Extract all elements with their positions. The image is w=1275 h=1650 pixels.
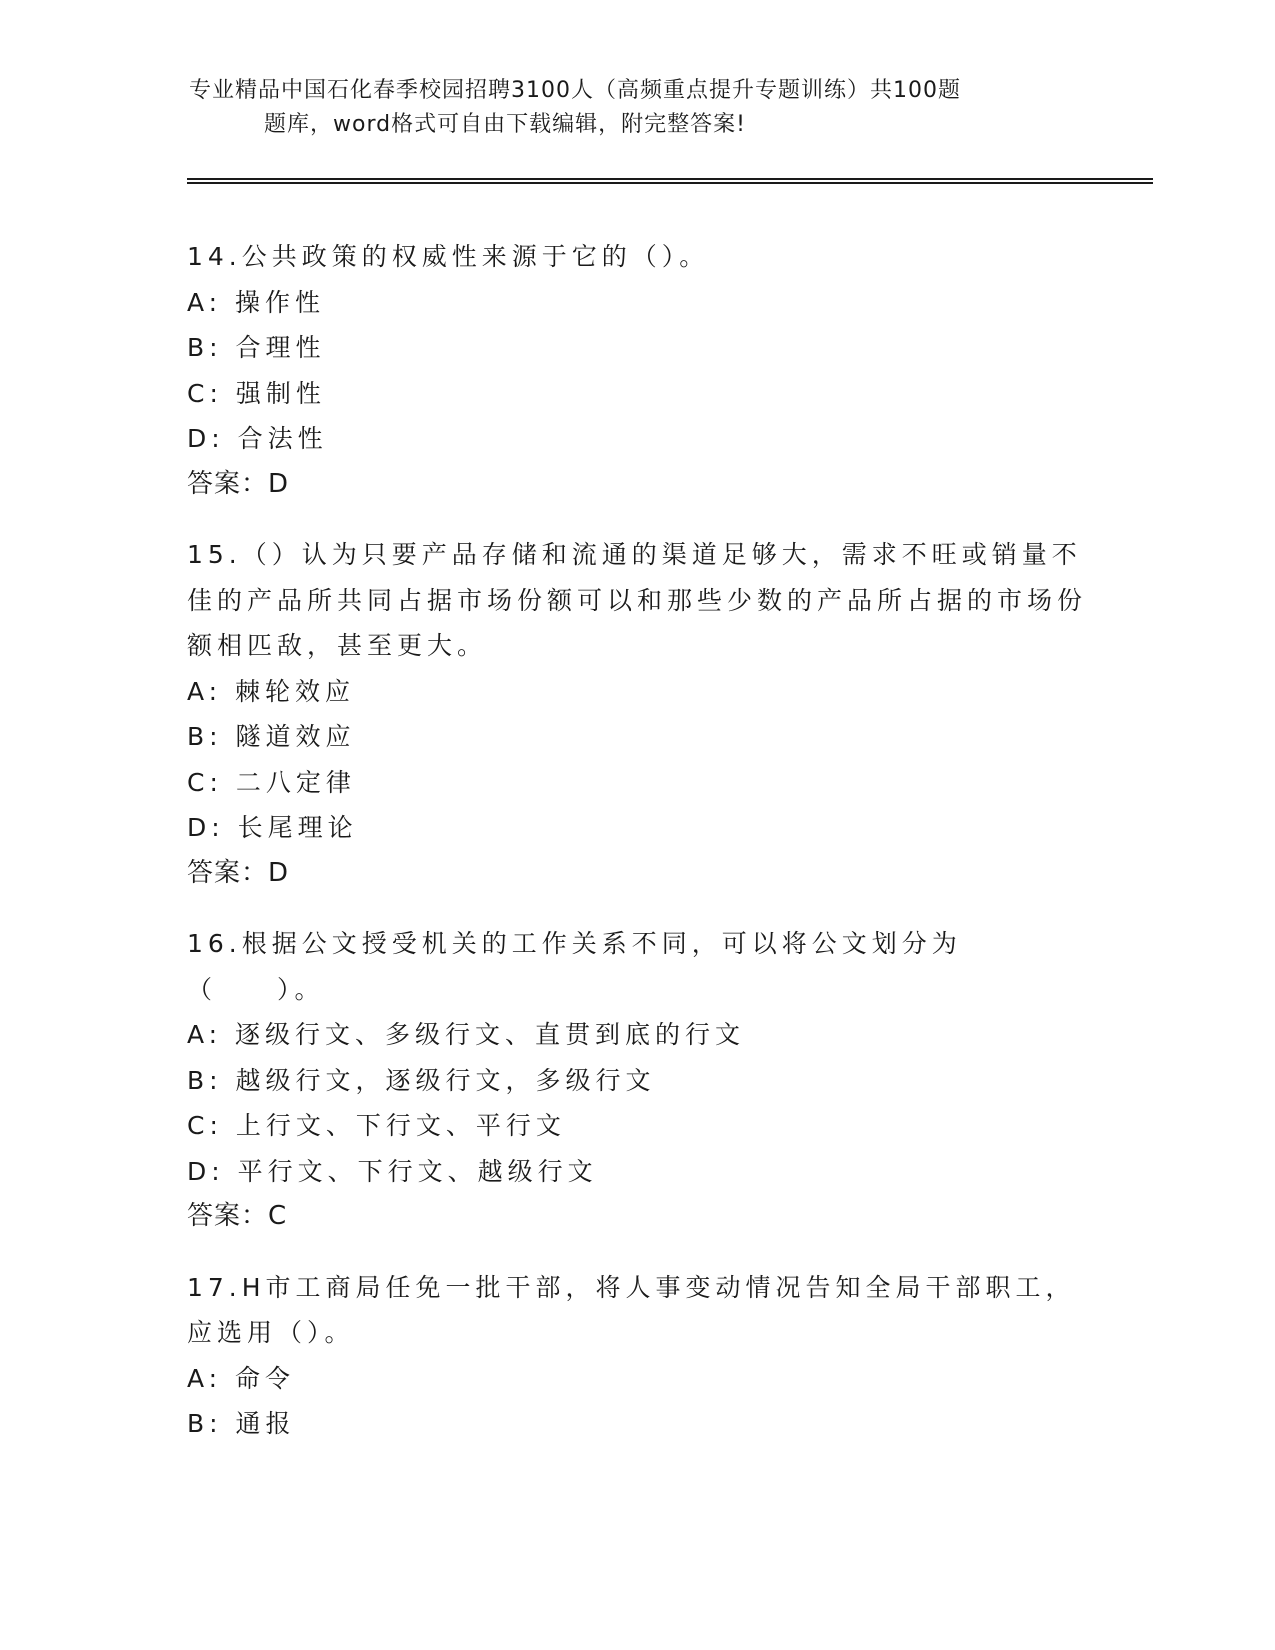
question-15 [187, 532, 1087, 896]
question-stem: 14.公共政策的权威性来源于它的（）。 [187, 242, 710, 271]
option-c: C: 强制性 [187, 378, 326, 408]
option-a: A: 棘轮效应 [187, 676, 356, 706]
question-17 [187, 1265, 1087, 1447]
option-d: D: 平行文、下行文、越级行文 [187, 1156, 598, 1186]
option-c: C: 二八定律 [187, 767, 356, 797]
option-b: B: 通报 [187, 1409, 296, 1438]
question-16 [187, 921, 1087, 1240]
option-a: A: 逐级行文、多级行文、直贯到底的行文 [187, 1020, 746, 1049]
answer: 答案：C [187, 1201, 288, 1231]
option-b: B: 越级行文，逐级行文，多级行文 [187, 1065, 656, 1095]
question-stem: 15.（）认为只要产品存储和流通的渠道足够大，需求不旺或销量不佳的产品所共同占据市场份额可以和那些少数的产品所占据的市场份额相匹敌，甚至更大。 [187, 540, 1088, 660]
answer: 答案：D [187, 468, 290, 499]
question-stem: 17.H市工商局任免一批干部，将人事变动情况告知全局干部职工，应选用（）。 [187, 1272, 1076, 1347]
document-title-line-2: 题库，word格式可自由下载编辑，附完整答案! [264, 112, 746, 137]
document-title [189, 74, 1089, 142]
option-d: D: 长尾理论 [187, 813, 358, 842]
question-14 [187, 234, 1087, 507]
header-double-rule [187, 178, 1153, 184]
option-b: B: 隧道效应 [187, 722, 356, 751]
answer: 答案：D [187, 857, 290, 888]
option-b: B: 合理性 [187, 333, 326, 362]
option-d: D: 合法性 [187, 424, 328, 453]
question-stem: 16.根据公文授受机关的工作关系不同，可以将公文划分为（ ）。 [187, 929, 962, 1004]
option-a: A: 操作性 [187, 287, 326, 317]
option-c: C: 上行文、下行文、平行文 [187, 1111, 566, 1140]
document-title-line-1: 专业精品中国石化春季校园招聘3100人（高频重点提升专题训练）共100题 [189, 78, 961, 103]
question-list [187, 234, 1087, 1472]
option-a: A: 命令 [187, 1363, 296, 1393]
